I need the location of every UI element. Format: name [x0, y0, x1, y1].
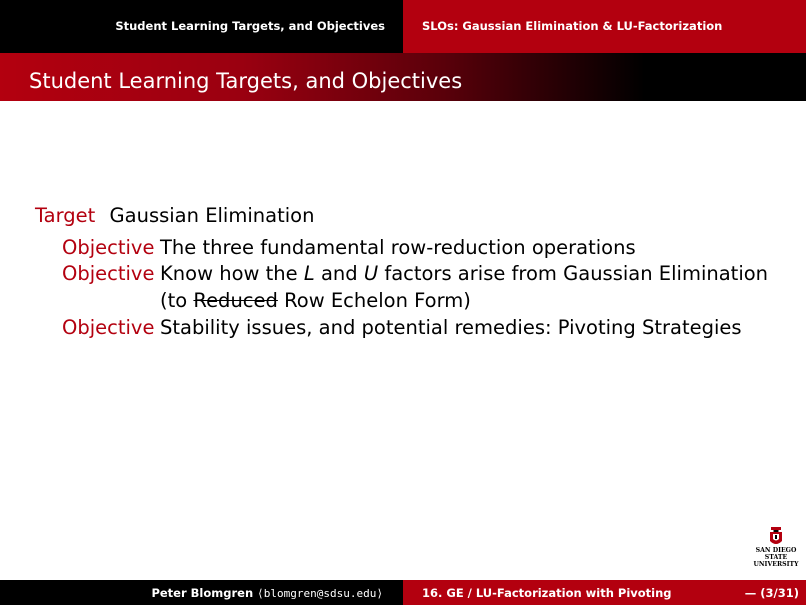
objective-2-mid: and [314, 262, 364, 285]
footer-author-email: ⟨blomgren@sdsu.edu⟩ [257, 587, 383, 600]
sdsu-logo [748, 527, 804, 567]
frame-title: Student Learning Targets, and Objectives [29, 69, 463, 93]
objective-label-2: Objective [62, 262, 155, 285]
target-text: Gaussian Elimination [109, 204, 315, 227]
objective-2-struck-word: Reduced [193, 289, 278, 312]
footer-author-panel [0, 580, 403, 605]
target-label: Target [35, 204, 96, 227]
logo-text-line2: UNIVERSITY [753, 561, 799, 568]
objective-2-line2-post: Row Echelon Form) [277, 289, 471, 312]
objective-text-2 [160, 262, 768, 285]
footer-title[interactable]: 16. GE / LU-Factorization with Pivoting [422, 586, 672, 600]
objective-2-pre: Know how the [160, 262, 304, 285]
objective-2-post: factors arise from Gaussian Elimination [378, 262, 769, 285]
objective-2-line2-pre: (to [160, 289, 194, 312]
objective-text-1: The three fundamental row-reduction operations [160, 236, 636, 259]
objective-label-3: Objective [62, 316, 155, 339]
footer-author-name: Peter Blomgren [151, 586, 254, 600]
target-row [35, 204, 314, 227]
objective-label-1: Objective [62, 236, 155, 259]
logo-text-line1: SAN DIEGO STATE [755, 547, 797, 561]
objective-2-l-factor: L [303, 262, 315, 285]
sdsu-logo-icon [768, 527, 784, 547]
objective-2-u-factor: U [363, 262, 379, 285]
nav-section-next-link[interactable]: SLOs: Gaussian Elimination & LU-Factorization [422, 19, 723, 33]
objective-text-3: Stability issues, and potential remedies: Pivoting Strategies [160, 316, 742, 339]
footer-author [151, 586, 383, 600]
footer-page-number[interactable]: — (3/31) [744, 586, 799, 600]
nav-section-current-link[interactable]: Student Learning Targets, and Objectives [115, 19, 385, 33]
footer-title-panel [403, 580, 806, 605]
objective-text-2-line2 [160, 289, 471, 312]
footer-bar [0, 580, 806, 605]
